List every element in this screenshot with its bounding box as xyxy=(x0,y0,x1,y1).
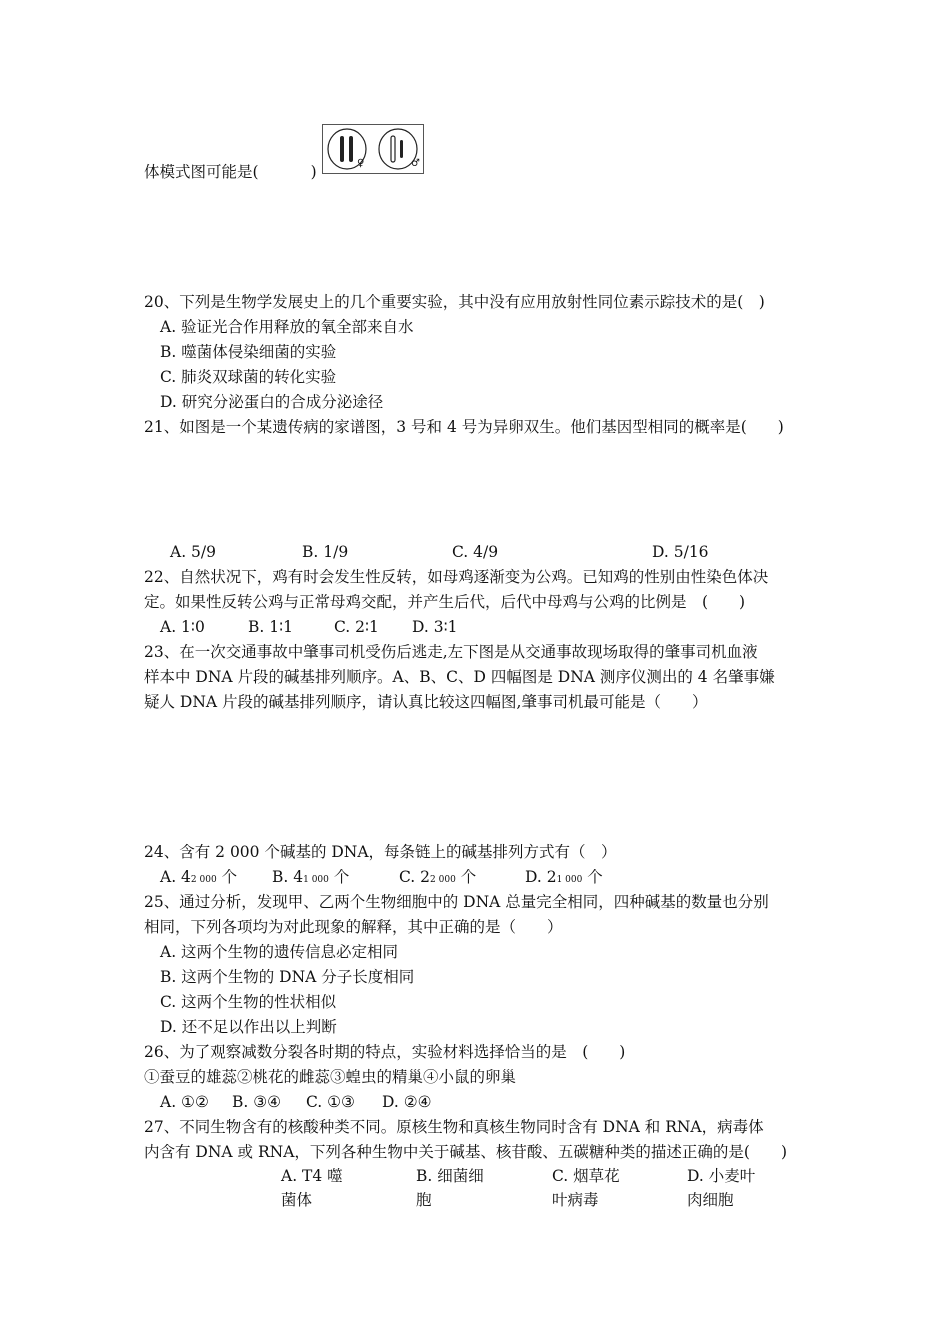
q23-line2: 样本中 DNA 片段的碱基排列顺序。A、B、C、D 四幅图是 DNA 测序仪测出的 4 名肇事嫌 xyxy=(144,668,775,686)
q25-option-b: B. 这两个生物的 DNA 分子长度相同 xyxy=(160,968,415,986)
q27-option-c: C. 烟草花 xyxy=(552,1167,620,1185)
q26-option-b: B. ③④ xyxy=(232,1093,282,1111)
q26-option-c: C. ①③ xyxy=(306,1093,355,1111)
q20-option-d: D. 研究分泌蛋白的合成分泌途径 xyxy=(160,393,384,411)
q24-option-a: A. 42 000 个 xyxy=(160,868,238,886)
q24-stem: 24、含有 2 000 个碱基的 DNA，每条链上的碱基排列方式有（ ） xyxy=(144,843,617,861)
q27-option-b: B. 细菌细 xyxy=(416,1167,484,1185)
q20-stem: 20、下列是生物学发展史上的几个重要实验，其中没有应用放射性同位素示踪技术的是( ) xyxy=(144,293,765,311)
q22-line1: 22、自然状况下，鸡有时会发生性反转，如母鸡逐渐变为公鸡。已知鸡的性别由性染色体决 xyxy=(144,568,769,586)
q27-option-d: D. 小麦叶 xyxy=(687,1167,756,1185)
q22-option-d: D. 3∶1 xyxy=(412,618,458,636)
q23-line3: 疑人 DNA 片段的碱基排列顺序，请认真比较这四幅图,肇事司机最可能是（ ） xyxy=(144,693,708,711)
q25-line2: 相同，下列各项均为对此现象的解释，其中正确的是（ ） xyxy=(144,918,563,936)
q27-line1: 27、不同生物含有的核酸种类不同。原核生物和真核生物同时含有 DNA 和 RNA，病毒体 xyxy=(144,1118,764,1136)
male-symbol: ♂ xyxy=(411,158,420,169)
q21-option-d: D. 5/16 xyxy=(652,543,709,561)
q22-option-b: B. 1∶1 xyxy=(248,618,294,636)
q27-option-a-cont: 菌体 xyxy=(281,1191,313,1209)
q27-option-b-cont: 胞 xyxy=(416,1191,432,1209)
q22-line2: 定。如果性反转公鸡与正常母鸡交配，并产生后代，后代中母鸡与公鸡的比例是 ( ) xyxy=(144,593,746,611)
q22-option-c: C. 2∶1 xyxy=(334,618,379,636)
q22-option-a: A. 1∶0 xyxy=(160,618,205,636)
q25-line1: 25、通过分析，发现甲、乙两个生物细胞中的 DNA 总量完全相同，四种碱基的数量也分别 xyxy=(144,893,769,911)
chromosome-figure xyxy=(322,124,424,174)
q24-option-c: C. 22 000 个 xyxy=(399,868,477,886)
q24-option-d: D. 21 000 个 xyxy=(525,868,603,886)
q20-option-c: C. 肺炎双球菌的转化实验 xyxy=(160,368,337,386)
female-symbol: ♀ xyxy=(357,158,365,169)
q26-option-d: D. ②④ xyxy=(382,1093,432,1111)
q21-option-b: B. 1/9 xyxy=(302,543,349,561)
q20-option-b: B. 噬菌体侵染细菌的实验 xyxy=(160,343,337,361)
q27-option-a: A. T4 噬 xyxy=(281,1167,343,1185)
q27-line2: 内含有 DNA 或 RNA，下列各种生物中关于碱基、核苷酸、五碳糖种类的描述正确的是( ) xyxy=(144,1143,787,1161)
q27-option-c-cont: 叶病毒 xyxy=(552,1191,599,1209)
q24-option-b: B. 41 000 个 xyxy=(272,868,350,886)
q20-option-a: A. 验证光合作用释放的氧全部来自水 xyxy=(160,318,414,336)
q26-option-a: A. ①② xyxy=(160,1093,209,1111)
q21-option-c: C. 4/9 xyxy=(452,543,499,561)
q25-option-d: D. 还不足以作出以上判断 xyxy=(160,1018,337,1036)
q23-line1: 23、在一次交通事故中肇事司机受伤后逃走,左下图是从交通事故现场取得的肇事司机血液 xyxy=(144,643,758,661)
q21-stem: 21、如图是一个某遗传病的家谱图，3 号和 4 号为异卵双生。他们基因型相同的概率是( ) xyxy=(144,418,784,436)
q26-materials: ①蚕豆的雄蕊②桃花的雌蕊③蝗虫的精巢④小鼠的卵巢 xyxy=(144,1068,517,1086)
q25-option-c: C. 这两个生物的性状相似 xyxy=(160,993,337,1011)
q27-option-d-cont: 肉细胞 xyxy=(687,1191,734,1209)
q25-option-a: A. 这两个生物的遗传信息必定相同 xyxy=(160,943,399,961)
q26-stem: 26、为了观察减数分裂各时期的特点，实验材料选择恰当的是 ( ) xyxy=(144,1043,626,1061)
q21-option-a: A. 5/9 xyxy=(170,543,216,561)
q19-text: 体模式图可能是( ) xyxy=(144,163,317,181)
